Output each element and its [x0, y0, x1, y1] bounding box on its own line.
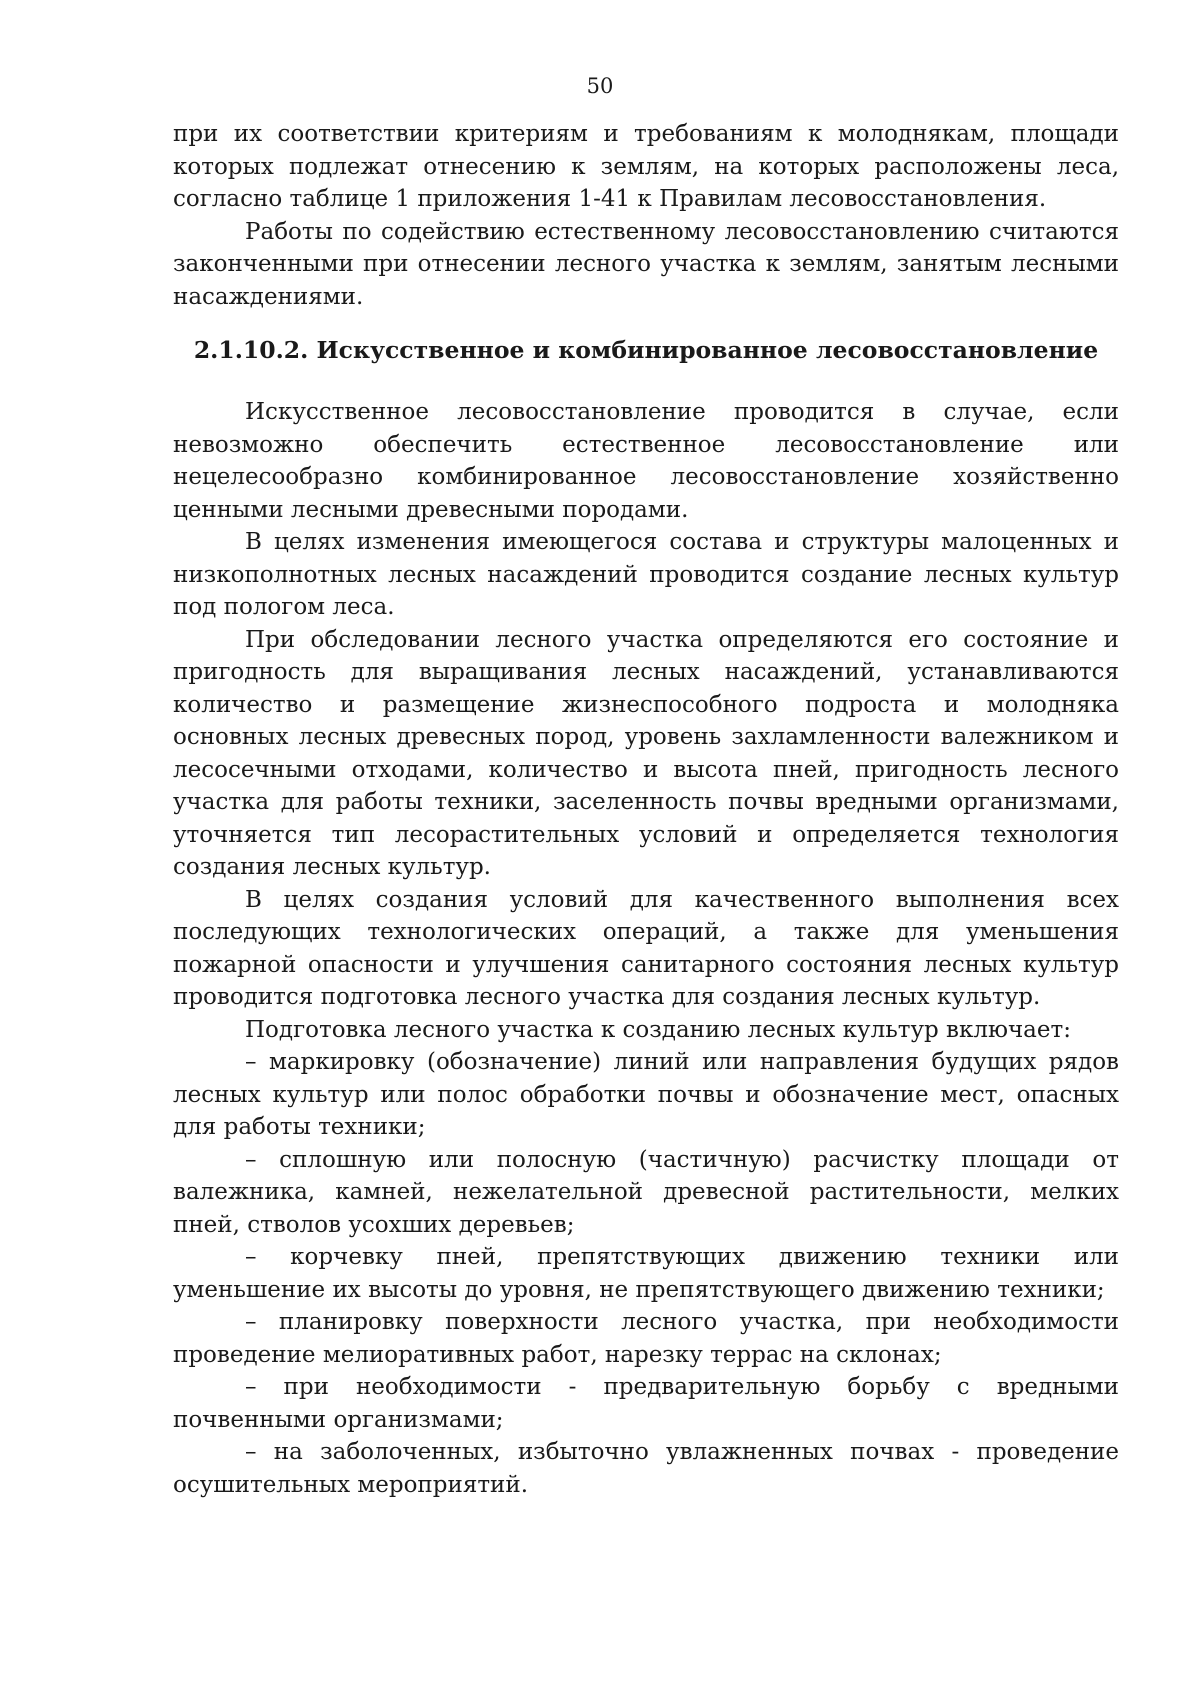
paragraph: при их соответствии критериям и требованиям к молоднякам, площади которых подлежат отнесению к землям, на которых расположены леса, согласно таблице 1 приложения 1-41 к Правилам лесовосстановления.	[173, 121, 1119, 212]
paragraph: Подготовка лесного участка к созданию лесных культур включает:	[245, 1016, 1071, 1043]
paragraph: В целях создания условий для качественного выполнения всех последующих технологических операций, а также для уменьшения пожарной опасности и улучшения санитарного состояния лесных культур проводится подготовка лесного участка для создания лесных культур.	[173, 886, 1119, 1010]
paragraph: В целях изменения имеющегося состава и структуры малоценных и низкополнотных лесных насаждений проводится создание лесных культур под пологом леса.	[173, 529, 1119, 620]
list-item: – сплошную или полосную (частичную) расчистку площади от валежника, камней, нежелательной древесной растительности, мелких пней, стволов усохших деревьев;	[173, 1146, 1119, 1238]
list-item: – при необходимости - предварительную борьбу с вредными почвенными организмами;	[173, 1374, 1119, 1433]
list-item: – на заболоченных, избыточно увлажненных почвах - проведение осушительных мероприятий.	[173, 1439, 1119, 1498]
paragraph: Искусственное лесовосстановление проводится в случае, если невозможно обеспечить естественное лесовосстановление или нецелесообразно комбинированное лесовосстановление хозяйственно ценными лесными древесными породами.	[173, 399, 1119, 523]
paragraph: При обследовании лесного участка определяются его состояние и пригодность для выращивания лесных насаждений, устанавливаются количество и размещение жизнеспособного подроста и молодняка основных лесных древесных пород, уровень захламленности валежником и лесосечными отходами, количество и высота пней, пригодность лесного участка для работы техники, заселенность почвы вредными организмами, уточняется тип лесорастительных условий и определяется технология создания лесных культур.	[173, 626, 1119, 880]
paragraph: Работы по содействию естественному лесовосстановлению считаются законченными при отнесении лесного участка к землям, занятым лесными насаждениями.	[173, 218, 1119, 310]
page-number: 50	[586, 74, 614, 98]
document-body	[173, 118, 1119, 1501]
list-item: – маркировку (обозначение) линий или направления будущих рядов лесных культур или полос обработки почвы и обозначение мест, опасных для работы техники;	[173, 1049, 1119, 1140]
list-item: – корчевку пней, препятствующих движению техники или уменьшение их высоты до уровня, не препятствующего движению техники;	[173, 1244, 1119, 1303]
list-item: – планировку поверхности лесного участка, при необходимости проведение мелиоративных работ, нарезку террас на склонах;	[173, 1309, 1119, 1368]
section-heading: 2.1.10.2. Искусственное и комбинированное лесовосстановление	[193, 336, 1099, 364]
